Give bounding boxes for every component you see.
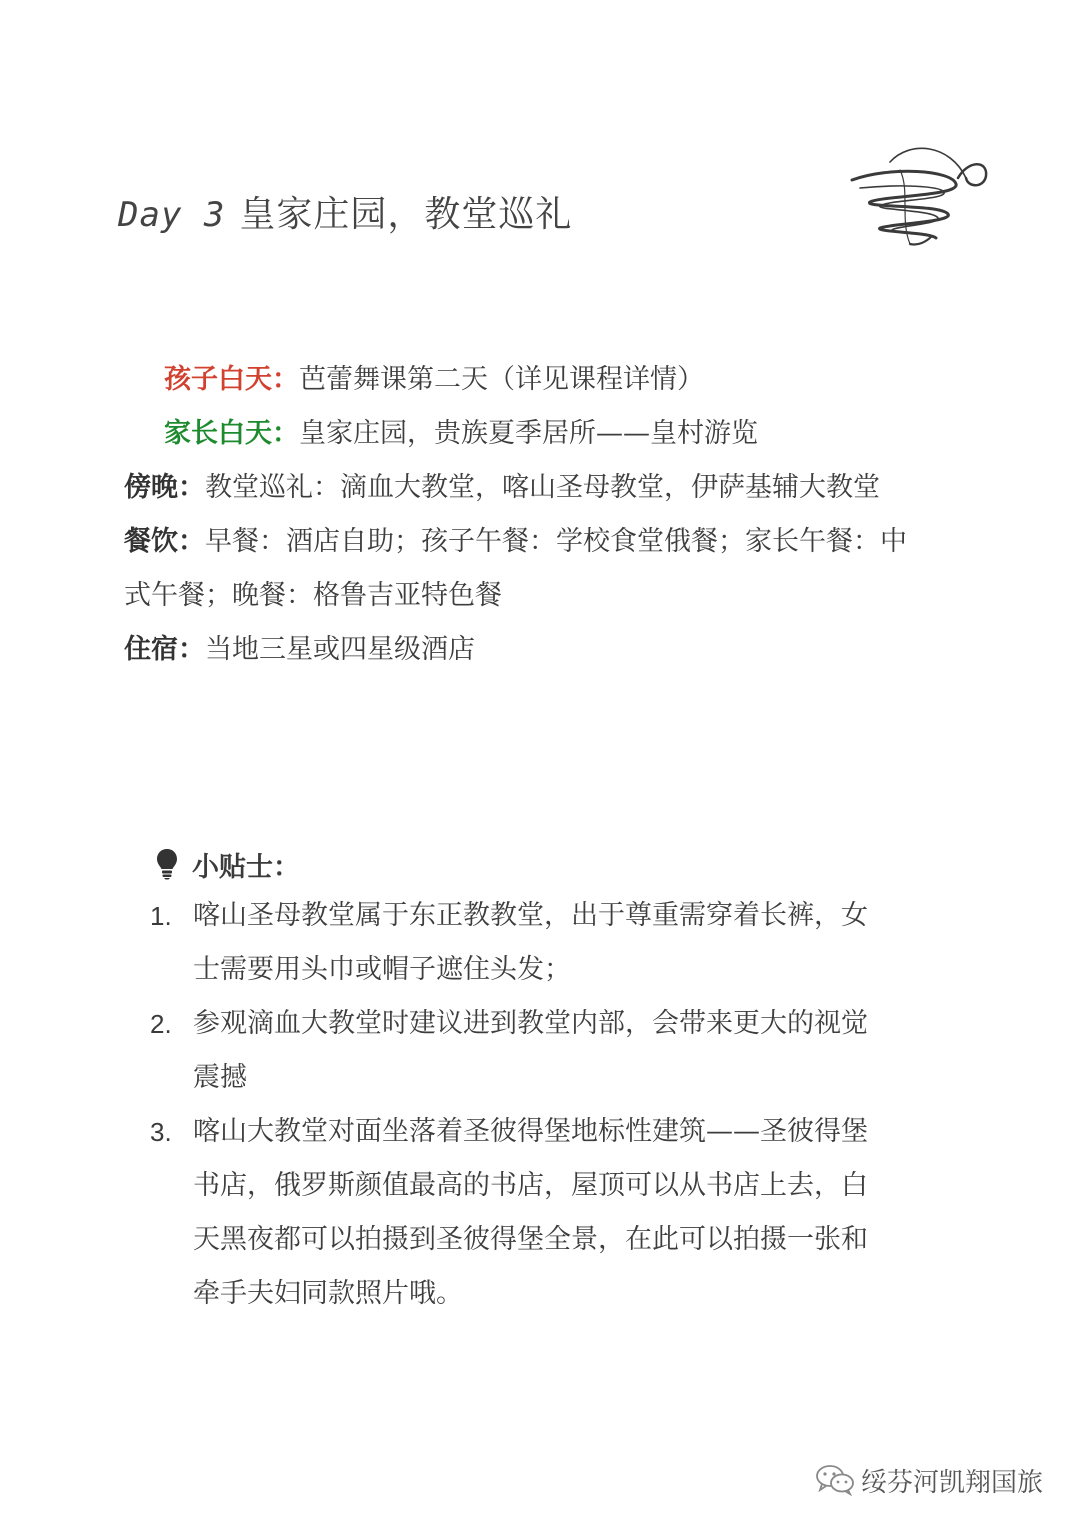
tip-line: 喀山大教堂对面坐落着圣彼得堡地标性建筑——圣彼得堡	[193, 1116, 868, 1147]
tip-line: 牵手夫妇同款照片哦。	[193, 1278, 463, 1309]
tip-line: 参观滴血大教堂时建议进到教堂内部，会带来更大的视觉	[193, 1008, 868, 1039]
tips-header	[156, 846, 300, 882]
lodging-label: 住宿：	[124, 634, 205, 665]
meals-text-1: 早餐：酒店自助；孩子午餐：学校食堂俄餐；家长午餐：中	[205, 526, 907, 557]
kids-schedule	[164, 362, 704, 398]
tip-number: 2.	[150, 1009, 172, 1039]
tip-line: 喀山圣母教堂属于东正教教堂，出于尊重需穿着长裤，女	[193, 900, 868, 931]
flourish-ornament-icon	[840, 130, 990, 250]
lodging-text: 当地三星或四星级酒店	[205, 634, 475, 665]
meals-label: 餐饮：	[124, 526, 205, 557]
evening-text: 教堂巡礼：滴血大教堂，喀山圣母教堂，伊萨基辅大教堂	[205, 472, 880, 503]
day-label: Day 3	[118, 195, 226, 235]
parents-schedule	[164, 416, 758, 452]
parents-label: 家长白天：	[164, 418, 299, 449]
tip-number: 1.	[150, 901, 172, 931]
meals-schedule-continued	[124, 578, 502, 614]
tip-line: 士需要用头巾或帽子遮住头发；	[193, 954, 571, 985]
evening-schedule	[124, 470, 880, 506]
watermark-text: 绥芬河凯翔国旅	[861, 1466, 1044, 1497]
meals-schedule	[124, 524, 907, 560]
lodging-schedule	[124, 632, 475, 668]
tip-number: 3.	[150, 1117, 172, 1147]
lightbulb-icon	[156, 848, 178, 880]
page-title	[118, 186, 572, 237]
tip-line: 天黑夜都可以拍摄到圣彼得堡全景，在此可以拍摄一张和	[193, 1224, 868, 1255]
title-text: 皇家庄园，教堂巡礼	[239, 194, 573, 235]
meals-text-2: 式午餐；晚餐：格鲁吉亚特色餐	[124, 580, 502, 611]
evening-label: 傍晚：	[124, 472, 205, 503]
tip-line: 书店，俄罗斯颜值最高的书店，屋顶可以从书店上去，白	[193, 1170, 868, 1201]
parents-text: 皇家庄园，贵族夏季居所——皇村游览	[299, 418, 758, 449]
wechat-icon	[815, 1464, 855, 1496]
kids-text: 芭蕾舞课第二天（详见课程详情）	[299, 364, 704, 395]
watermark	[815, 1462, 1043, 1498]
tip-line: 震撼	[193, 1062, 247, 1093]
kids-label: 孩子白天：	[164, 364, 299, 395]
tips-title: 小贴士：	[192, 851, 300, 883]
